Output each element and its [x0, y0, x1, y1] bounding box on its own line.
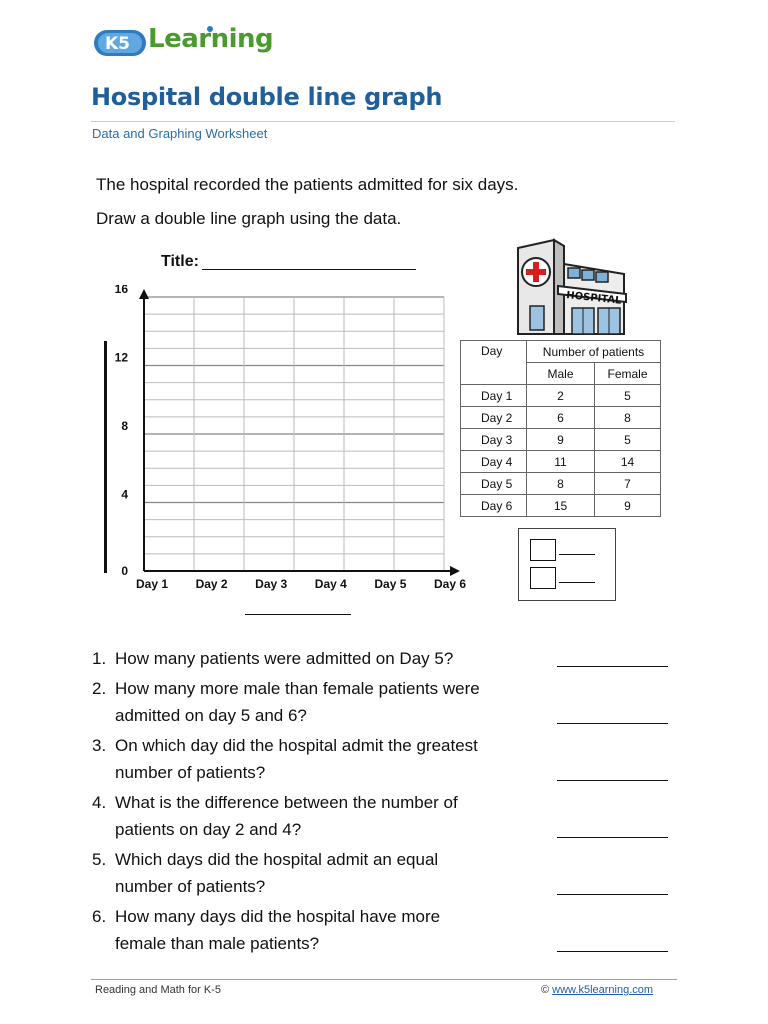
question-4: 4. What is the difference between the number of patients on day 2 and 4?	[92, 793, 458, 839]
page-title: Hospital double line graph	[91, 83, 443, 111]
legend-box	[518, 528, 616, 601]
intro-line-1: The hospital recorded the patients admitted for six days.	[96, 175, 519, 194]
intro-line-2: Draw a double line graph using the data.	[96, 209, 402, 228]
logo-badge-text: K5	[105, 34, 131, 54]
copyright-symbol: ©	[541, 984, 550, 996]
answer-blank-6[interactable]	[557, 951, 668, 952]
table-row: Day 4 11 14	[461, 451, 661, 473]
x-axis-arrow-icon	[450, 566, 460, 576]
hospital-sign-text: HOSPITAL	[565, 290, 622, 307]
x-tick-label: Day 2	[195, 577, 228, 591]
y-tick-label: 8	[121, 419, 128, 433]
y-tick-label: 12	[114, 350, 128, 365]
y-tick-label: 16	[114, 285, 128, 296]
y-tick-label: 4	[121, 487, 128, 502]
question-3: 3. On which day did the hospital admit the greatest number of patients?	[92, 736, 478, 782]
question-6: 6. How many days did the hospital have more female than male patients?	[92, 907, 441, 953]
x-tick-label: Day 4	[314, 577, 347, 591]
table-header-day: Day	[461, 341, 527, 385]
legend-label-blank-1[interactable]	[559, 554, 595, 555]
legend-swatch-2[interactable]	[530, 567, 556, 589]
table-header-number-of-patients: Number of patients	[527, 341, 661, 363]
x-tick-label: Day 1	[135, 577, 169, 591]
x-axis-label-blank[interactable]	[245, 614, 351, 615]
y-axis-arrow-icon	[139, 289, 149, 299]
x-tick-label: Day 3	[255, 577, 288, 591]
table-header-female: Female	[595, 363, 661, 385]
table-row: Day 5 8 7	[461, 473, 661, 495]
chart-title-label: Title:	[161, 253, 199, 270]
question-1: 1. How many patients were admitted on Day 5?	[92, 649, 454, 668]
footer-site	[541, 984, 653, 996]
answer-blank-1[interactable]	[557, 666, 668, 667]
question-5: 5. Which days did the hospital admit an equal number of patients?	[92, 850, 439, 896]
page-subtitle: Data and Graphing Worksheet	[92, 126, 268, 141]
answer-blank-5[interactable]	[557, 894, 668, 895]
patients-data-table	[460, 340, 661, 517]
question-2: 2. How many more male than female patients were admitted on day 5 and 6?	[92, 679, 480, 725]
header-divider	[91, 121, 675, 122]
answer-blank-4[interactable]	[557, 837, 668, 838]
y-axis-label-blank[interactable]	[104, 341, 107, 573]
logo-wordmark: Learning	[148, 24, 274, 54]
table-row: Day 2 6 8	[461, 407, 661, 429]
table-header-male: Male	[527, 363, 595, 385]
table-row: Day 6 15 9	[461, 495, 661, 517]
footer-divider	[91, 979, 677, 980]
answer-blank-2[interactable]	[557, 723, 668, 724]
footer-tagline: Reading and Math for K-5	[95, 984, 221, 996]
hospital-building-illustration	[512, 234, 632, 338]
x-tick-label: Day 6	[433, 577, 467, 591]
legend-label-blank-2[interactable]	[559, 582, 595, 583]
y-tick-label: 0	[121, 564, 128, 578]
answer-blank-3[interactable]	[557, 780, 668, 781]
chart-title-blank[interactable]	[202, 269, 416, 270]
table-row: Day 1 2 5	[461, 385, 661, 407]
line-graph-grid[interactable]	[100, 285, 480, 595]
footer-link[interactable]: www.k5learning.com	[552, 984, 654, 996]
legend-swatch-1[interactable]	[530, 539, 556, 561]
table-row: Day 3 9 5	[461, 429, 661, 451]
x-tick-label: Day 5	[374, 577, 407, 591]
